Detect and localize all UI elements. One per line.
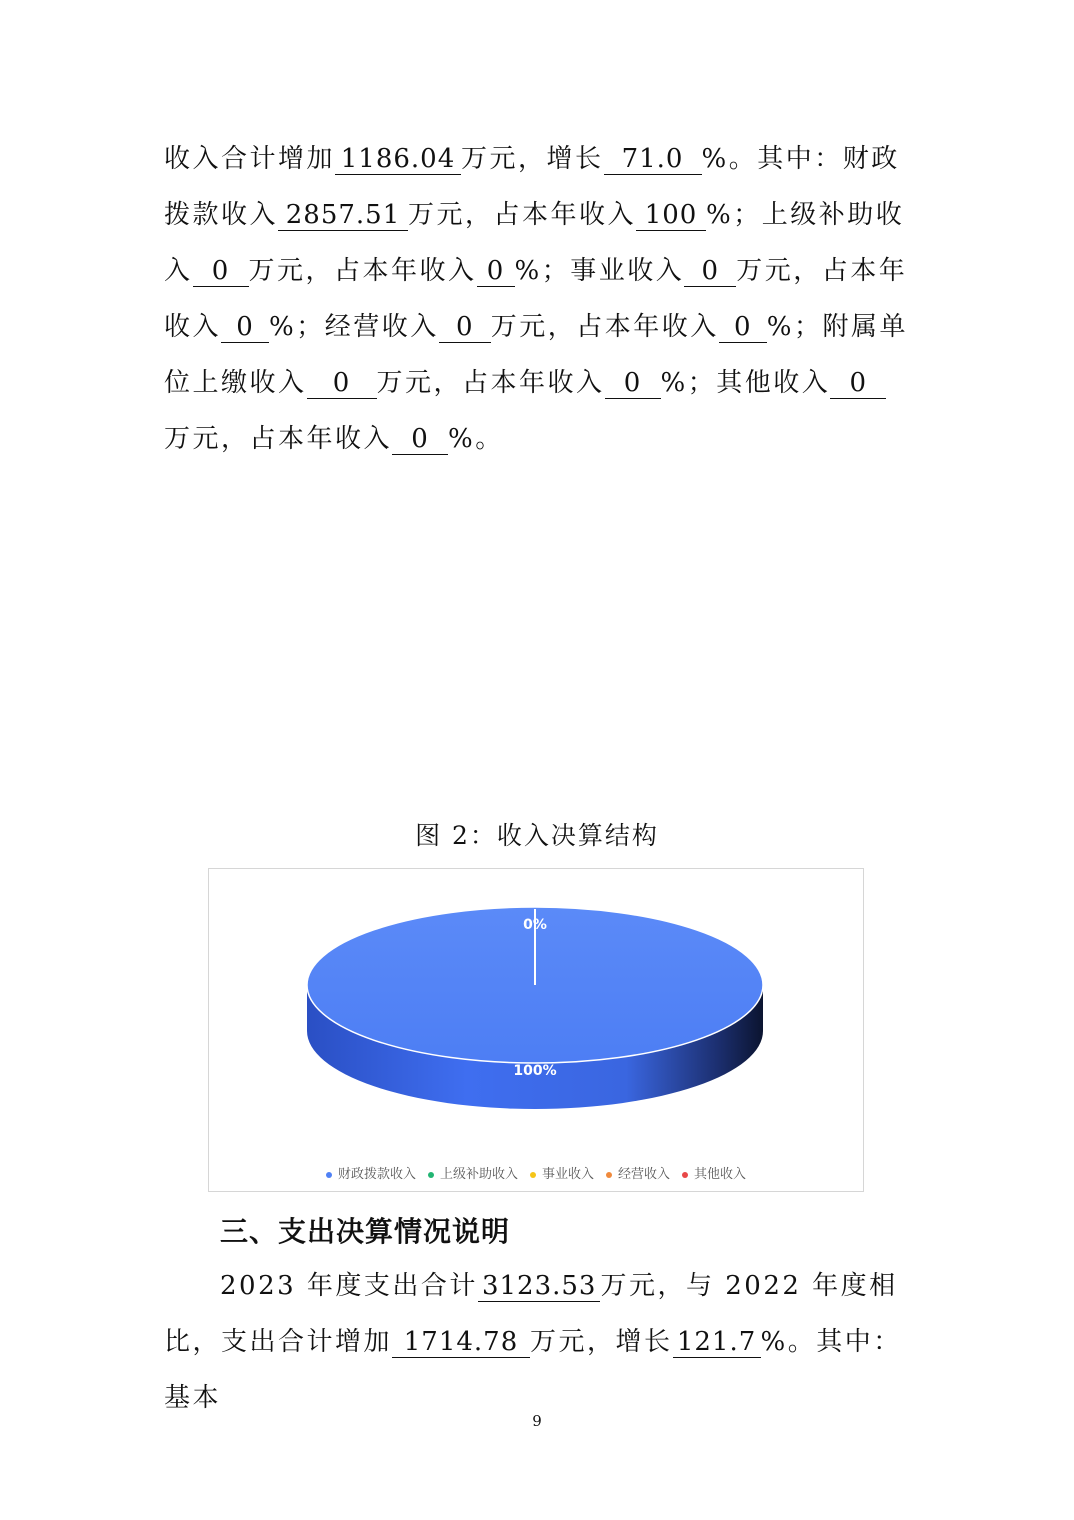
- superior-subsidy-value: 0: [193, 256, 249, 287]
- text: 2023 年度支出合计: [220, 1271, 478, 1301]
- text: %。: [448, 424, 504, 454]
- data-label-hundred: 100%: [513, 1063, 557, 1079]
- income-structure-chart: [208, 868, 864, 1192]
- section-heading: 三、支出决算情况说明: [220, 1215, 511, 1248]
- text: %。其中：基本: [164, 1327, 902, 1413]
- fiscal-share-value: 100: [636, 200, 706, 231]
- affiliated-unit-share: 0: [605, 368, 661, 399]
- text: 万元，占本年收入: [248, 256, 477, 286]
- income-paragraph: [164, 131, 914, 467]
- text: %；其他收入: [660, 368, 831, 398]
- legend-marker: [606, 1172, 612, 1178]
- text: 万元，增长: [461, 144, 604, 174]
- legend-label: 财政拨款收入: [337, 1167, 416, 1182]
- total-income-increase-value: 1186.04: [335, 144, 461, 175]
- text: %；上级补助收入: [164, 200, 905, 286]
- data-label-zero: 0%: [523, 917, 547, 933]
- legend-label: 上级补助收入: [439, 1167, 518, 1182]
- legend-item: [326, 1163, 416, 1182]
- legend-marker: [682, 1172, 688, 1178]
- operating-income-share: 0: [719, 312, 767, 343]
- affiliated-unit-value: 0: [307, 368, 377, 399]
- text: 万元，占本年收入: [164, 256, 908, 342]
- legend-marker: [326, 1172, 332, 1178]
- income-growth-value: 71.0: [604, 144, 702, 175]
- fiscal-appropriation-value: 2857.51: [278, 200, 408, 231]
- business-income-value: 0: [684, 256, 736, 287]
- text: %；附属单位上缴收入: [164, 312, 908, 398]
- legend-item: [606, 1163, 670, 1182]
- text: 万元，占本年收入: [490, 312, 719, 342]
- text: 万元，增长: [530, 1327, 673, 1357]
- business-income-share: 0: [221, 312, 269, 343]
- page-number: 9: [532, 1412, 542, 1430]
- chart-legend: [209, 1163, 863, 1182]
- total-expenditure-value: 3123.53: [478, 1271, 601, 1302]
- pie-chart: [209, 869, 863, 1159]
- text: 万元，与 2022 年度相比，支出合计增加: [164, 1271, 898, 1357]
- figure-caption: 图 2：收入决算结构: [415, 821, 659, 850]
- other-income-value: 0: [830, 368, 886, 399]
- legend-label: 经营收入: [618, 1167, 671, 1182]
- legend-item: [682, 1163, 746, 1182]
- legend-item: [530, 1163, 594, 1182]
- text: %；经营收入: [269, 312, 439, 342]
- expenditure-paragraph: [164, 1258, 914, 1426]
- operating-income-value: 0: [439, 312, 491, 343]
- legend-label: 其他收入: [694, 1167, 747, 1182]
- legend-label: 事业收入: [541, 1167, 594, 1182]
- text: 万元，占本年收入: [164, 424, 393, 454]
- text: 收入合计增加: [164, 144, 336, 174]
- text: 万元，占本年收入: [376, 368, 605, 398]
- expenditure-increase-value: 1714.78: [392, 1327, 530, 1358]
- text: 万元，占本年收入: [408, 200, 637, 230]
- expenditure-growth-value: 121.7: [673, 1327, 761, 1358]
- legend-marker: [530, 1172, 536, 1178]
- text: %；事业收入: [514, 256, 685, 286]
- other-income-share: 0: [392, 424, 448, 455]
- legend-item: [428, 1163, 518, 1182]
- legend-marker: [428, 1172, 434, 1178]
- text: %。其中：财政拨款收入: [164, 144, 900, 230]
- superior-subsidy-share: 0: [477, 256, 515, 287]
